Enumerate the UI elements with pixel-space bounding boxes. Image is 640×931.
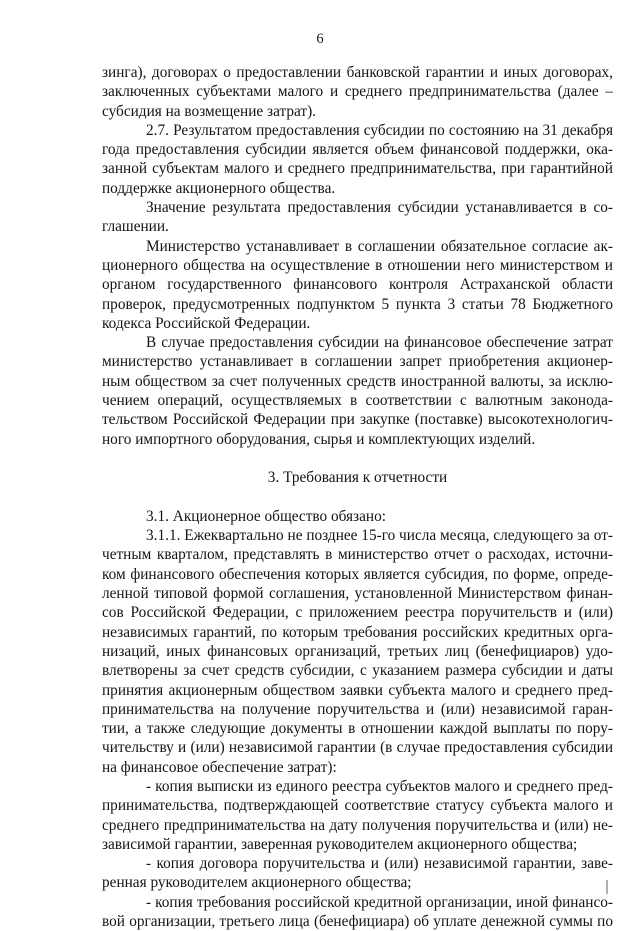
- text-line: года предоставления субсидии является объем финансовой поддержки, ока-: [102, 141, 613, 159]
- text-line: четным кварталом, представлять в министерство отчет о расходах, источни-: [102, 546, 613, 564]
- text-line: среднего предпринимательства на дату получения поручительства и (или) не-: [102, 816, 613, 834]
- text-line: Значение результата предоставления субсидии устанавливается в со-: [146, 199, 613, 217]
- paragraph: [102, 507, 613, 526]
- text-line: принимательства на получение поручительства и (или) независимой гаран-: [102, 700, 613, 718]
- text-line: ного импортного оборудования, сырья и комплектующих изделий.: [102, 430, 536, 448]
- text-line: тельством Российской Федерации при закупке (поставке) высокотехнологич-: [102, 411, 613, 429]
- spacer: [102, 449, 613, 468]
- text-line: заключенных субъектами малого и среднего предпринимательства (далее –: [102, 83, 613, 101]
- text-line: - копия требования российской кредитной организации, иной финансо-: [146, 893, 613, 911]
- scan-edge-mark: [606, 880, 608, 894]
- paragraph: [102, 121, 613, 198]
- text-line: принимательства, подтверждающей соответствие статусу субъекта малого и: [102, 797, 613, 815]
- text-line: ленной типовой формой соглашения, установленной Министерством финан-: [102, 585, 613, 603]
- text-line: 2.7. Результатом предоставления субсидии по состоянию на 31 декабря: [146, 121, 613, 139]
- spacer: [102, 488, 613, 507]
- text-line: ционерного общества на осуществление в отношении него министерством и: [102, 256, 613, 274]
- paragraph: [102, 198, 613, 237]
- text-line: принятия акционерным обществом заявки субъекта малого и среднего пред-: [102, 681, 613, 699]
- text-line: низаций, иных финансовых организаций, третьих лиц (бенефициаров) удо-: [102, 642, 613, 660]
- page-number: 6: [316, 31, 324, 47]
- text-line: чительству и (или) независимой гарантии (в случае предоставления субсидии: [102, 739, 613, 757]
- paragraph: [102, 893, 613, 931]
- text-line: - копия выписки из единого реестра субъектов малого и среднего пред-: [146, 777, 613, 795]
- text-line: кодекса Российской Федерации.: [102, 314, 311, 332]
- text-line: вой организации, третьего лица (бенефициара) об уплате денежной суммы по: [102, 913, 613, 931]
- text-line: зинга), договорах о предоставлении банковской гарантии и иных договорах,: [102, 64, 613, 81]
- paragraph: [102, 854, 613, 893]
- text-line: 3.1.1. Ежеквартально не позднее 15-го числа месяца, следующего за от-: [146, 527, 613, 545]
- text-line: занной субъектам малого и среднего предпринимательства, при гарантийной: [102, 160, 613, 178]
- text-line: ком финансового обеспечения которых является субсидия, по форме, опреде-: [102, 565, 613, 583]
- text-line: влетворены за счет средств субсидии, с указанием размера субсидии и даты: [102, 662, 613, 680]
- paragraph: [102, 333, 613, 449]
- text-line: тии, а также следующие документы в отношении каждой выплаты по пору-: [102, 720, 613, 738]
- text-line: глашении.: [102, 218, 169, 236]
- text-line: ным обществом за счет полученных средств иностранной валюты, за исклю-: [102, 372, 613, 390]
- text-line: сов Российской Федерации, с приложением реестра поручительств и (или): [102, 604, 613, 622]
- paragraph: [102, 63, 613, 121]
- document-body: [102, 63, 613, 931]
- paragraph: [102, 526, 613, 777]
- text-line: поддержке акционерного общества.: [102, 179, 336, 197]
- text-line: ренная руководителем акционерного общества;: [102, 874, 412, 892]
- text-line: чением операций, осуществляемых в соответствии с валютным законода-: [102, 392, 613, 410]
- text-line: Министерство устанавливает в соглашении обязательное согласие ак-: [146, 237, 613, 255]
- text-line: на финансовое обеспечение затрат):: [102, 758, 337, 776]
- text-line: независимых гарантий, по которым требования российских кредитных орга-: [102, 623, 613, 641]
- paragraph: [102, 777, 613, 854]
- text-line: проверок, предусмотренных подпунктом 5 пункта 3 статьи 78 Бюджетного: [102, 295, 613, 313]
- text-line: В случае предоставления субсидии на финансовое обеспечение затрат: [146, 334, 613, 352]
- paragraph: [102, 237, 613, 333]
- text-line: зависимой гарантии, заверенная руководителем акционерного общества;: [102, 835, 578, 853]
- text-line: субсидия на возмещение затрат).: [102, 102, 316, 120]
- text-line: 3.1. Акционерное общество обязано:: [146, 507, 386, 525]
- text-line: министерство устанавливает в соглашении запрет приобретения акционер-: [102, 353, 613, 371]
- section-heading: 3. Требования к отчетности: [267, 469, 448, 487]
- text-line: органом государственного финансового контроля Астраханской области: [102, 276, 613, 294]
- text-line: - копия договора поручительства и (или) независимой гарантии, заве-: [146, 855, 613, 873]
